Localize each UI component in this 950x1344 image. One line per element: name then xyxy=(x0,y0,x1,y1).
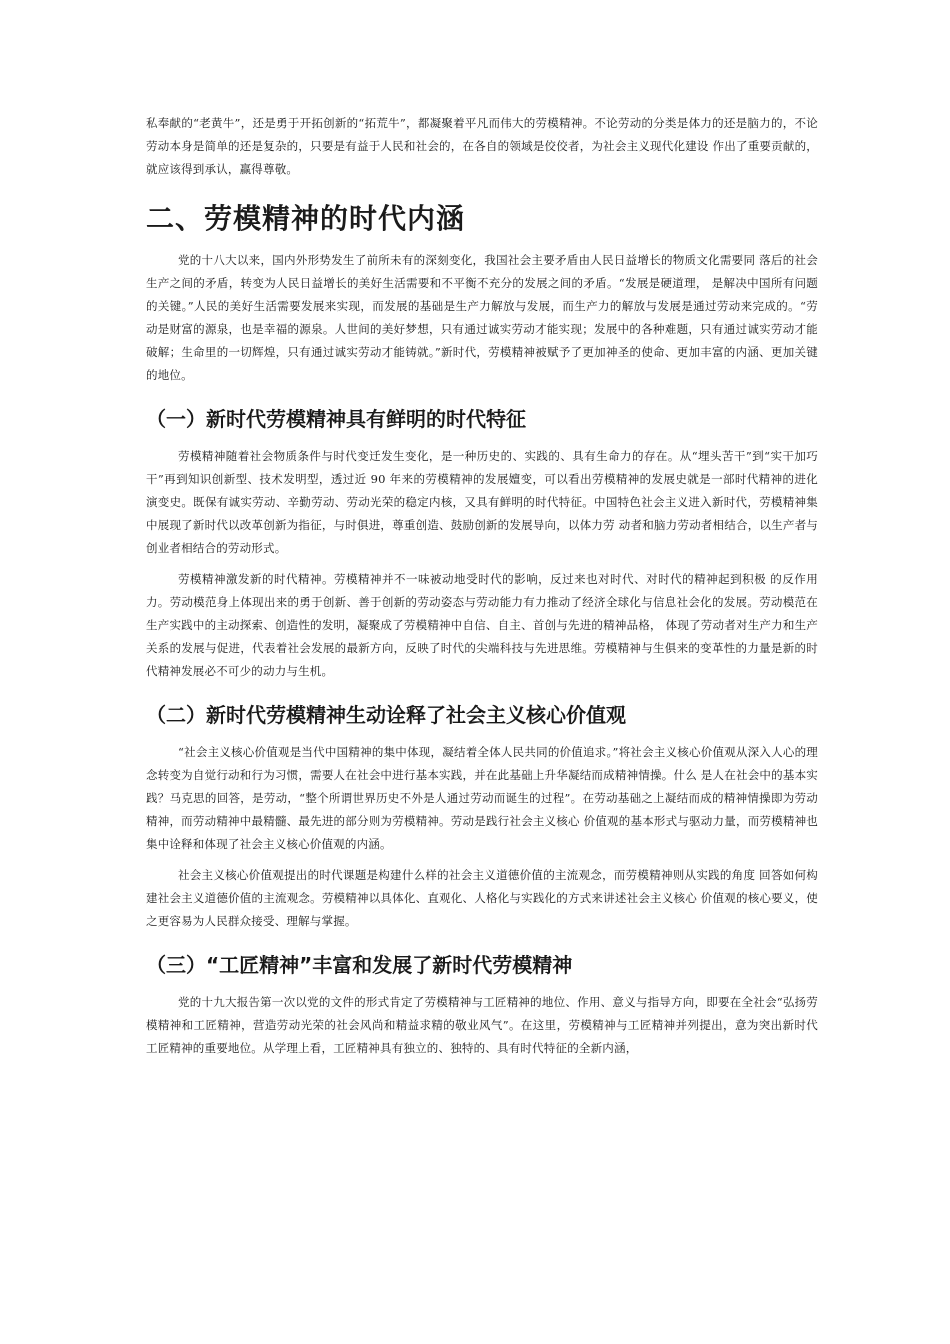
subsection-title-1: （一）新时代劳模精神具有鲜明的时代特征 xyxy=(146,407,526,431)
paragraph-2a: “社会主义核心价值观是当代中国精神的集中体现，凝结着全体人民共同的价值追求。”将社会主义核心价值观从深入人心的理念转变为自觉行动和行为习惯，需要人在社会中进行基本实践，并在此基础上升华凝结而成精神情操。什么 是人在社会中的基本实践？马克思的回答，是劳动，“整个所谓世界历史不外是人通过劳动而诞生的过程”。在劳动基础之上凝结而成的精神情操即为劳动精神，而劳动精神中最精髓、最先进的部分则为劳模精神。劳动是践行社会主义核心 价值观的基本形式与驱动力量，而劳模精神也集中诠释和体现了社会主义核心价值观的内涵。 xyxy=(146,745,818,851)
paragraph-1a: 劳模精神随着社会物质条件与时代变迁发生变化，是一种历史的、实践的、具有生命力的存在。从“埋头苦干”到“实干加巧干”再到知识创新型、技术发明型，透过近 90 年来的劳模精神的发展嬗变，可以看出劳模精神的发展史就是一部时代精神的进化演变史。既保有诚实劳动、辛勤劳动、劳动光荣的稳定内核，又具有鲜明的时代特征。中国特色社会主义进入新时代，劳模精神集中展现了新时代以改革创新为指征，与时俱进，尊重创造、鼓励创新的发展导向，以体力劳 动者和脑力劳动者相结合，以生产者与创业者相结合的劳动形式。 xyxy=(146,449,818,555)
paragraph-intro: 私奉献的“老黄牛”，还是勇于开拓创新的“拓荒牛”，都凝聚着平凡而伟大的劳模精神。不论劳动的分类是体力的还是脑力的，不论劳动本身是简单的还是复杂的，只要是有益于人民和社会的，在各自的领域是佼佼者，为社会主义现代化建设 作出了重要贡献的，就应该得到承认，赢得尊敬。 xyxy=(146,116,818,176)
subsection-title-2: （二）新时代劳模精神生动诠释了社会主义核心价值观 xyxy=(146,703,626,727)
paragraph-section-intro: 党的十八大以来，国内外形势发生了前所未有的深刻变化，我国社会主要矛盾由人民日益增长的物质文化需要同 落后的社会生产之间的矛盾，转变为人民日益增长的美好生活需要和不平衡不充分的发展之间的矛盾。“发展是硬道理， 是解决中国所有问题的关键。”人民的美好生活需要发展来实现，而发展的基础是生产力解放与发展，而生产力的解放与发展是通过劳动来完成的。“劳动是财富的源泉，也是幸福的源泉。人世间的美好梦想，只有通过诚实劳动才能实现；发展中的各种难题，只有通过诚实劳动才能破解；生命里的一切辉煌，只有通过诚实劳动才能铸就。”新时代，劳模精神被赋予了更加神圣的使命、更加丰富的内涵、更加关键的地位。 xyxy=(146,253,818,382)
document-page xyxy=(146,112,818,1068)
paragraph-2b: 社会主义核心价值观提出的时代课题是构建什么样的社会主义道德价值的主流观念，而劳模精神则从实践的角度 回答如何构建社会主义道德价值的主流观念。劳模精神以具体化、直观化、人格化与实践化的方式来讲述社会主义核心 价值观的核心要义，使之更容易为人民群众接受、理解与掌握。 xyxy=(146,868,818,928)
paragraph-3a: 党的十九大报告第一次以党的文件的形式肯定了劳模精神与工匠精神的地位、作用、意义与指导方向，即要在全社会“弘扬劳模精神和工匠精神，营造劳动光荣的社会风尚和精益求精的敬业风气”。在这里，劳模精神与工匠精神并列提出，意为突出新时代工匠精神的重要地位。从学理上看，工匠精神具有独立的、独特的、具有时代特征的全新内涵， xyxy=(146,995,818,1055)
section-title: 二、劳模精神的时代内涵 xyxy=(146,202,466,235)
paragraph-1b: 劳模精神激发新的时代精神。劳模精神并不一味被动地受时代的影响，反过来也对时代、对时代的精神起到积极 的反作用力。劳动模范身上体现出来的勇于创新、善于创新的劳动姿态与劳动能力有力推动了经济全球化与信息社会化的发展。劳动模范在生产实践中的主动探索、创造性的发明，凝聚成了劳模精神中自信、自主、首创与先进的精神品格， 体现了劳动者对生产力和生产关系的发展与促进，代表着社会发展的最新方向，反映了时代的尖端科技与先进思维。劳模精神与生俱来的变革性的力量是新的时代精神发展必不可少的动力与生机。 xyxy=(146,572,818,678)
subsection-title-3: （三）“工匠精神”丰富和发展了新时代劳模精神 xyxy=(146,953,573,977)
